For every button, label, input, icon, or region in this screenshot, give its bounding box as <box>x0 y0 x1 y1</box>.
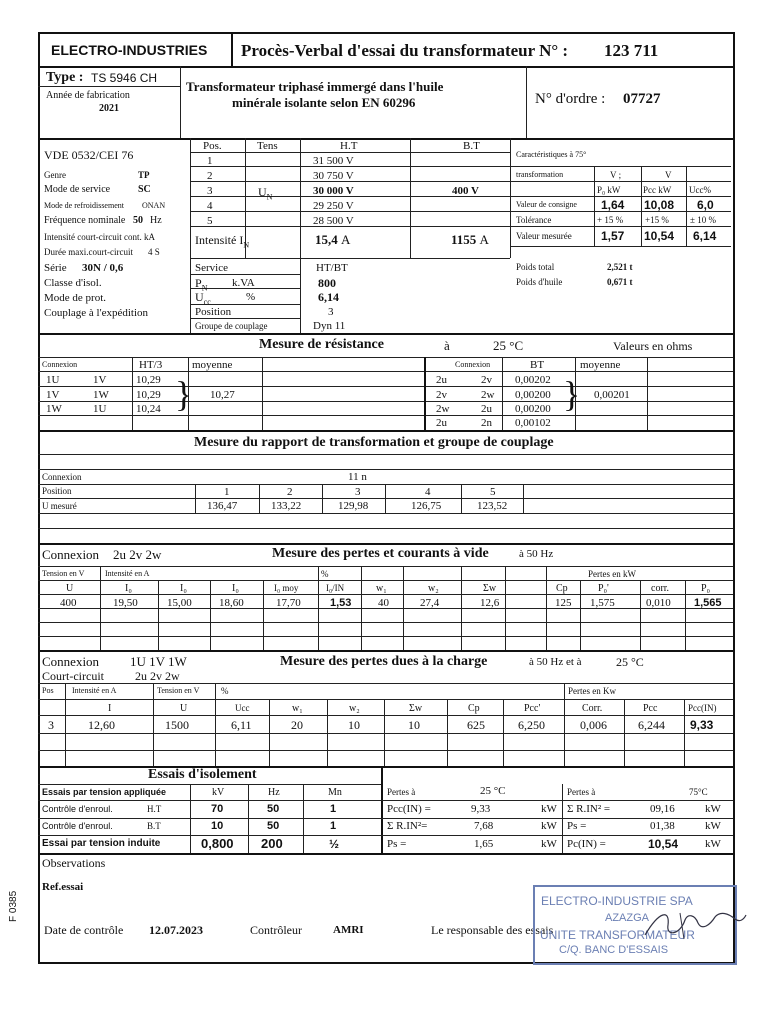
type-label: Type : <box>46 70 84 85</box>
genre-label: Genre <box>44 170 66 180</box>
res-ht-value: 10,24 <box>136 403 161 415</box>
tap-pos: 4 <box>207 200 213 212</box>
charge-tension-en: Tension en V <box>157 686 200 695</box>
tap-pos: 2 <box>207 170 213 182</box>
pertes-right-title: Pertes à <box>567 787 596 797</box>
stamp-line: ELECTRO-INDUSTRIE SPA <box>541 894 693 908</box>
vide-header: I₀/IN <box>326 583 345 593</box>
freq-unit: Hz <box>150 215 162 226</box>
tap-ht-value: 29 250 V <box>313 200 354 212</box>
tap-ht-value: 28 500 V <box>313 215 354 227</box>
refroid-label: Mode de refroidissement <box>44 201 124 210</box>
resistance-temp: 25 °C <box>493 338 524 353</box>
pertes-right-label: Pc(IN) = <box>567 838 606 850</box>
resistance-unit: Valeurs en ohms <box>613 339 693 353</box>
groupe-value: Dyn 11 <box>313 320 346 332</box>
pn-value: 800 <box>318 276 336 290</box>
intensite-bt: 1155 A <box>451 232 489 247</box>
service-value: HT/BT <box>316 262 348 274</box>
vide-value: 0,010 <box>646 597 671 609</box>
caract-title: Caractéristiques à 75° <box>516 150 587 159</box>
charge-header: Pcc' <box>524 703 541 714</box>
caract-value: ± 10 % <box>690 215 716 225</box>
rapport-mesure: 136,47 <box>207 500 238 512</box>
caract-row-label: Valeur de consigne <box>516 200 577 209</box>
caract-value: 6,14 <box>693 229 717 243</box>
vide-header: Σw <box>483 583 497 594</box>
res-ht-conn: 1W <box>93 389 109 401</box>
mode-service-label: Mode de service <box>44 184 111 195</box>
vide-header: w₂ <box>428 583 439 594</box>
pertes-left-unit: kW <box>541 820 557 832</box>
ordre-value: 07727 <box>623 91 661 107</box>
isolement-row-label: Contrôle d'enroul. <box>42 821 113 831</box>
vide-value: 125 <box>555 597 572 609</box>
isolement-induite-kv: 0,800 <box>201 836 234 851</box>
res-bt-value: 0,00202 <box>515 374 551 386</box>
vide-header: P₀ <box>701 583 711 594</box>
annee-label: Année de fabrication <box>46 90 130 101</box>
annee-value: 2021 <box>99 103 119 114</box>
charge-temp: 25 °C <box>616 655 644 669</box>
pertes-left-unit: kW <box>541 838 557 850</box>
charge-value: 9,33 <box>690 718 714 732</box>
res-ht-conn: 1W <box>46 403 62 415</box>
charge-value: 6,244 <box>638 718 665 732</box>
stamp-line: AZAZGA <box>605 912 650 924</box>
isolement-header-mn: Mn <box>328 787 342 798</box>
date-label: Date de contrôle <box>44 923 124 937</box>
caract-value: + 15 % <box>597 215 624 225</box>
icc-label: Intensité court-circuit cont. kA <box>44 232 155 242</box>
caract-v2: V <box>665 170 672 180</box>
pertes-left-temp: 25 °C <box>480 785 506 797</box>
rapport-mesure: 123,52 <box>477 500 508 512</box>
res-bt-conn: 2w <box>436 403 450 415</box>
ordre-label: N° d'ordre : <box>535 91 606 107</box>
res-ht-conn: 1V <box>93 374 107 386</box>
res-bt-conn: 2w <box>481 389 495 401</box>
vide-header: corr. <box>651 583 670 594</box>
norme-label: VDE 0532/CEI 76 <box>44 148 134 162</box>
pertes-left-title: Pertes à <box>387 787 416 797</box>
caract-value: +15 % <box>645 215 669 225</box>
isolement-kv: 10 <box>211 820 224 832</box>
charge-value: 625 <box>467 718 485 732</box>
vide-header: P₀' <box>598 583 609 594</box>
vide-freq: à 50 Hz <box>519 548 554 560</box>
caract-col3: Ucc% <box>689 185 711 195</box>
rapport-position: 4 <box>425 486 431 498</box>
res-bt-conn: 2v <box>481 374 492 386</box>
observations-label: Observations <box>42 856 106 870</box>
caract-transfo-label: transformation <box>516 170 564 179</box>
isolement-hz: 50 <box>267 803 280 815</box>
rapport-mesure: 133,22 <box>271 500 302 512</box>
pertes-right-unit: kW <box>705 838 721 850</box>
isolement-induite-hz: 200 <box>261 836 283 851</box>
tap-pos: 5 <box>207 215 213 227</box>
pertes-right-unit: kW <box>705 803 721 815</box>
pn-unit: k.VA <box>232 277 255 289</box>
charge-value: 1500 <box>165 718 189 732</box>
res-bt-conn: 2u <box>436 417 447 429</box>
pn-label: $P_N$ <box>195 276 208 293</box>
vide-header: U <box>66 583 74 594</box>
vide-value: 17,70 <box>276 597 301 609</box>
taps-pos-header: Pos. <box>203 140 222 152</box>
rapport-mesure: 129,98 <box>338 500 369 512</box>
charge-intensite-en: Intensité en A <box>72 686 117 695</box>
res-bt-moyenne: 0,00201 <box>594 389 630 401</box>
description-line-1: Transformateur triphasé immergé dans l'huile <box>186 79 444 94</box>
pertes-left-value: 1,65 <box>474 838 494 850</box>
poids-huile-label: Poids d'huile <box>516 277 563 287</box>
position-value: 3 <box>328 306 334 318</box>
tap-bt-value: 400 V <box>452 185 479 197</box>
service-label: Service <box>195 262 228 274</box>
intensite-ht: 15,4 A <box>315 232 351 247</box>
caract-value: 1,57 <box>601 229 625 243</box>
charge-pos-header: Pos <box>42 686 54 695</box>
taps-bt-header: B.T <box>463 140 480 152</box>
rapport-position-label: Position <box>42 486 72 496</box>
charge-cc-value: 2u 2v 2w <box>135 669 180 683</box>
vide-value: 12,6 <box>480 597 500 609</box>
description-line-2: minérale isolante selon EN 60296 <box>232 95 416 110</box>
serie-label: Série <box>44 262 67 274</box>
caract-value: 10,08 <box>644 198 675 212</box>
vide-connexion-value: 2u 2v 2w <box>113 547 162 562</box>
charge-header: Pcc(IN) <box>688 703 717 713</box>
isolement-mn: 1 <box>330 803 337 815</box>
duree-value: 4 S <box>148 247 160 257</box>
couplage-label: Couplage à l'expédition <box>44 307 149 319</box>
res-bt-value: 0,00200 <box>515 389 551 401</box>
vide-header: I₀ <box>180 583 187 594</box>
transformer-number: 123 711 <box>604 41 659 60</box>
charge-header: Pcc <box>643 703 658 714</box>
isolement-title: Essais d'isolement <box>148 767 257 782</box>
rapport-position: 1 <box>224 486 230 498</box>
charge-value: 12,60 <box>88 718 115 732</box>
taps-tens-header: Tens <box>257 140 278 152</box>
rapport-position: 2 <box>287 486 293 498</box>
responsable-label: Le responsable des essais <box>431 923 554 937</box>
caract-v1: V ; <box>610 170 622 180</box>
charge-header: Ucc <box>235 703 250 713</box>
charge-pct: % <box>221 686 229 696</box>
charge-value: 6,250 <box>518 718 545 732</box>
vide-value: 1,565 <box>694 597 722 609</box>
isolement-induite-mn: ½ <box>329 837 340 851</box>
stamp-line: UNITE TRANSFORMATEUR <box>540 928 695 942</box>
charge-value: 6,11 <box>231 718 252 732</box>
vide-connexion-label: Connexion <box>42 547 100 562</box>
pertes-right-label: Σ R.IN² = <box>567 803 611 815</box>
isolement-hz: 50 <box>267 820 280 832</box>
res-bt-moy-header: moyenne <box>580 359 621 371</box>
charge-freq: à 50 Hz et à <box>529 656 582 668</box>
pertes-right-value: 01,38 <box>650 820 675 832</box>
charge-value: 10 <box>348 718 360 732</box>
rapport-mesure-label: U mesuré <box>42 501 77 511</box>
res-ht-value: 10,29 <box>136 389 161 401</box>
isolement-row-side: B.T <box>147 821 161 831</box>
vide-header: w₁ <box>376 583 387 594</box>
charge-cc-label: Court-circuit <box>42 669 104 683</box>
charge-value: 0,006 <box>580 718 607 732</box>
charge-header: w₂ <box>349 703 360 714</box>
charge-header: Cp <box>468 703 480 714</box>
genre-value: TP <box>138 170 150 180</box>
res-bt-conn: 2n <box>481 417 492 429</box>
isolement-header-label: Essais par tension appliquée <box>42 787 167 797</box>
rapport-title: Mesure du rapport de transformation et groupe de couplage <box>194 435 554 450</box>
poids-total-label: Poids total <box>516 262 555 272</box>
resistance-a: à <box>444 338 450 353</box>
pertes-right-unit: kW <box>705 820 721 832</box>
res-ht-conn-header: Connexion <box>42 360 78 369</box>
vide-title: Mesure des pertes et courants à vide <box>272 546 489 561</box>
charge-value: 3 <box>48 718 54 732</box>
caract-value: 1,64 <box>601 198 625 212</box>
vide-header: I₀ moy <box>274 583 299 593</box>
tap-pos: 3 <box>207 185 213 197</box>
res-bt-value: 0,00200 <box>515 403 551 415</box>
caract-value: 10,54 <box>644 229 675 243</box>
ucc-value: 6,14 <box>318 290 339 304</box>
company-name: ELECTRO-INDUSTRIES <box>51 42 208 58</box>
vide-value: 15,00 <box>167 597 192 609</box>
vide-pertes-en: Pertes en kW <box>588 569 636 579</box>
isolement-mn: 1 <box>330 820 337 832</box>
tap-ht-value: 30 000 V <box>313 185 354 197</box>
charge-pertes-en: Pertes en Kw <box>568 686 616 696</box>
rapport-mesure: 126,75 <box>411 500 442 512</box>
pertes-left-value: 7,68 <box>474 820 494 832</box>
rapport-position: 3 <box>355 486 361 498</box>
prot-label: Mode de prot. <box>44 292 107 304</box>
vide-value: 40 <box>378 597 389 609</box>
vide-header: I₀ <box>125 583 132 594</box>
freq-label: Fréquence nominale <box>44 215 126 226</box>
vide-value: 1,53 <box>330 597 352 609</box>
res-bt-conn: 2u <box>436 374 447 386</box>
ucc-unit: % <box>246 291 256 303</box>
freq-value: 50 <box>133 215 143 226</box>
res-ht-moyenne: 10,27 <box>210 389 235 401</box>
charge-connexion-label: Connexion <box>42 654 100 669</box>
res-ht-conn: 1U <box>46 374 60 386</box>
vide-value: 400 <box>60 597 77 609</box>
date-value: 12.07.2023 <box>149 923 203 937</box>
signature <box>640 905 750 945</box>
charge-header: U <box>180 703 188 714</box>
res-ht-value: 10,29 <box>136 374 161 386</box>
res-bt-header: BT <box>530 359 545 371</box>
pertes-right-label: Ps = <box>567 820 587 832</box>
pertes-left-label: Pcc(IN) = <box>387 803 431 815</box>
controleur-label: Contrôleur <box>250 923 302 937</box>
isolement-row-side: H.T <box>147 804 162 814</box>
res-bt-conn: 2v <box>436 389 447 401</box>
charge-title: Mesure des pertes dues à la charge <box>280 654 488 669</box>
res-bt-value: 0,00102 <box>515 417 551 429</box>
charge-header: Σw <box>409 703 423 714</box>
refroid-value: ONAN <box>142 201 166 210</box>
charge-value: 10 <box>408 718 420 732</box>
res-bt-conn: 2u <box>481 403 492 415</box>
vide-value: 19,50 <box>113 597 138 609</box>
res-ht-conn: 1U <box>93 403 107 415</box>
isolement-kv: 70 <box>211 803 224 815</box>
pertes-left-label: Ps = <box>387 838 407 850</box>
charge-header: I <box>108 703 112 714</box>
charge-header: Corr. <box>582 703 603 714</box>
classe-label: Classe d'isol. <box>44 277 102 289</box>
vide-value: 1,575 <box>590 597 615 609</box>
res-ht-conn: 1V <box>46 389 60 401</box>
caract-row-label: Tolérance <box>516 215 552 225</box>
pertes-right-value: 09,16 <box>650 803 675 815</box>
taps-ht-header: H.T <box>340 140 358 152</box>
caract-row-label: Valeur mesurée <box>516 231 572 241</box>
tap-ht-value: 31 500 V <box>313 155 354 167</box>
vide-header: I₀ <box>232 583 239 594</box>
intensite-label: Intensité $I_N$ <box>195 233 250 250</box>
charge-connexion-value: 1U 1V 1W <box>130 654 187 669</box>
rapport-position: 5 <box>490 486 496 498</box>
res-ht-brace: } <box>175 374 193 414</box>
charge-value: 20 <box>291 718 303 732</box>
side-code: F 0385 <box>8 890 19 922</box>
vide-pct: % <box>321 569 329 579</box>
vide-tension-en: Tension en V <box>42 569 85 578</box>
poids-total-value: 2,521 t <box>607 262 633 272</box>
poids-huile-value: 0,671 t <box>607 277 633 287</box>
isolement-header-kv: kV <box>212 787 225 798</box>
caract-col1: P₀ kW <box>597 185 621 195</box>
pertes-left-value: 9,33 <box>471 803 491 815</box>
res-bt-brace: } <box>563 374 581 414</box>
doc-title: Procès-Verbal d'essai du transformateur N° : <box>241 41 569 60</box>
isolement-induite-label: Essai par tension induite <box>42 838 161 849</box>
ucc-label: $U_{cc}$ <box>195 290 211 307</box>
pertes-right-temp: 75°C <box>689 787 708 797</box>
rapport-connexion-label: Connexion <box>42 472 82 482</box>
vide-intensite-en: Intensité en A <box>105 569 150 578</box>
vide-value: 18,60 <box>219 597 244 609</box>
pertes-left-label: Σ R.IN²= <box>387 820 428 832</box>
tap-pos: 1 <box>207 155 213 167</box>
res-bt-conn-header: Connexion <box>455 360 491 369</box>
controleur-value: AMRI <box>333 924 364 936</box>
resistance-title: Mesure de résistance <box>259 337 384 352</box>
rapport-connexion-value: 11 n <box>348 471 367 483</box>
vide-value: 27,4 <box>420 597 440 609</box>
pertes-left-unit: kW <box>541 803 557 815</box>
tap-ht-value: 30 750 V <box>313 170 354 182</box>
isolement-row-label: Contrôle d'enroul. <box>42 804 113 814</box>
isolement-header-hz: Hz <box>268 787 280 798</box>
un-label: $U_N$ <box>258 185 273 202</box>
caract-value: 6,0 <box>697 198 714 212</box>
serie-value: 30N / 0,6 <box>82 262 124 274</box>
duree-label: Durée maxi.court-circuit <box>44 247 133 257</box>
pertes-right-value: 10,54 <box>648 837 679 851</box>
stamp-line: C/Q. BANC D'ESSAIS <box>559 944 669 956</box>
caract-col2: Pcc kW <box>643 185 672 195</box>
type-value: TS 5946 CH <box>91 71 158 85</box>
res-ht3-header: HT/3 <box>139 359 163 371</box>
mode-service-value: SC <box>138 184 151 195</box>
groupe-label: Groupe de couplage <box>195 321 268 331</box>
res-ht-moy-header: moyenne <box>192 359 233 371</box>
vide-header: Cp <box>556 583 568 594</box>
position-label: Position <box>195 306 232 318</box>
ref-essai-label: Ref.essai <box>42 881 84 893</box>
charge-header: w₁ <box>292 703 303 714</box>
